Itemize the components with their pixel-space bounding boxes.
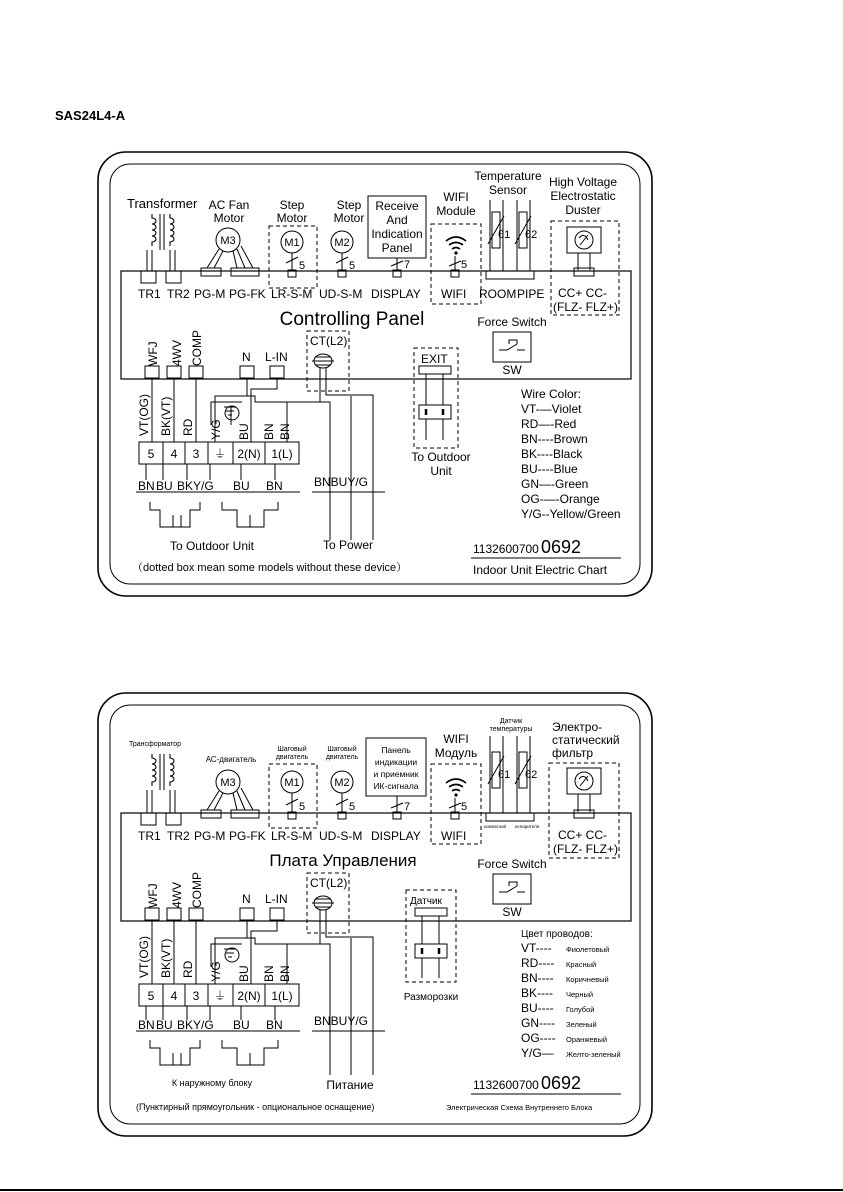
theta1-label: θ1 [498,229,511,241]
label-4wv: 4WV [170,339,184,366]
wire-code-ru-7: Y/G— [521,1046,554,1060]
m1-label-ru: M1 [284,777,300,789]
ct-label: CT(L2) [310,334,348,348]
wire-color-legend-ru [521,941,621,1060]
label-comp-ru: COMP [190,872,204,908]
temp-sensor-label-1: Temperature [474,169,542,183]
bwire-bu: BU [156,479,173,493]
panel-title: Controlling Panel [279,309,425,330]
pin-count-display-ru: 7 [404,801,411,813]
panel-title-ru: Плата Управления [269,851,417,870]
to-power-ru: Питание [326,1078,374,1092]
cc-label-1: CC+ CC- [558,286,608,300]
terminal-3: 3 [192,447,200,461]
bwire-bu-ru: BU [156,1018,173,1032]
conn-pg-fk-ru: PG-FK [229,829,266,843]
conn-pg-m: PG-M [194,287,226,301]
wifi-module-label-1: WIFI [443,190,469,204]
conn-tr2: TR2 [167,287,190,301]
pin-count-2-ru: 5 [349,801,356,813]
hv-duster-label-2: Electrostatic [550,189,616,203]
cc-ru-1: CC+ CC- [558,828,608,842]
conn-pg-m-ru: PG-M [194,829,226,843]
conn-ud-s-m: UD-S-M [319,287,363,301]
wire-name-ru-6: Оранжевый [566,1035,608,1044]
step-motor-2-icon-ru [331,771,355,819]
wire-bn-1-ru: BN [262,965,276,982]
pin-count-wifi-ru: 5 [461,801,468,813]
wifi-module-ru-1: WIFI [443,732,469,746]
terminal-2n-ru: 2(N) [237,989,261,1003]
wire-color-title: Wire Color: [521,387,582,401]
chart-title: Indoor Unit Electric Chart [473,563,608,577]
wire-bu: BU [237,423,251,440]
exit-label: EXIT [421,352,448,366]
theta2-label: θ2 [525,229,538,241]
ac-fan-motor-label-1: AC Fan [208,198,250,212]
wire-color-7: Y/G--Yellow/Green [521,507,621,521]
conn-lr-s-m: LR-S-M [271,287,313,301]
wire-color-6: OG-—-Orange [521,492,600,506]
label-l-in-ru: L-IN [265,892,288,906]
temp-sensor-label-2: Sensor [488,183,528,197]
conn-wifi-ru: WIFI [441,829,467,843]
step-motor-1-dotted-box [269,226,317,288]
wire-name-ru-2: Коричневый [566,975,609,984]
label-wfj: WFJ [146,341,160,366]
switch-icon [493,332,531,362]
receive-panel-label-1: Receive [375,199,419,213]
cc-ru-2: (FLZ- FLZ+) [553,842,618,856]
transformer-label-ru: Трансформатор [129,741,182,748]
model-name: SAS24L4-A [55,108,126,123]
conn-display-ru: DISPLAY [371,829,421,843]
m2-label-ru: M2 [334,777,350,789]
wire-color-4: BU----Blue [521,462,578,476]
terminal-ground-ru: ⏚ [213,989,227,1003]
conn-wifi: WIFI [441,287,467,301]
wifi-icon [446,237,466,255]
exit-sensor-icon [419,366,451,440]
wire-name-ru-4: Голубой [566,1005,595,1014]
temp-sensor-icon [486,200,537,279]
pipe-small-ru: испарителя [515,824,540,829]
terminal-1l: 1(L) [271,447,293,461]
bwire-bu-2: BU [233,479,250,493]
wifi-module-label-2: Module [436,204,476,218]
diagram-english [98,152,652,596]
wire-bu-ru: BU [237,965,251,982]
wire-vt-og-ru: VT(OG) [137,936,151,978]
wire-code-ru-4: BU---- [521,1001,554,1015]
hv-duster-ru-2: статический [552,733,620,747]
code-small: 1132600700 [473,542,539,556]
wire-bn-2: BN [278,423,292,440]
code-big: 0692 [541,537,582,557]
defrost-label-ru: Разморозки [403,992,459,1003]
bwire-bn-2-ru: BN [266,1018,283,1032]
receive-panel-ru-1: Панель [381,745,411,755]
bwire-bk: BK [177,479,194,493]
conn-tr1: TR1 [138,287,161,301]
wire-color-0: VT-—Violet [521,402,582,416]
wire-code-ru-2: BN---- [521,971,554,985]
to-power: To Power [322,538,374,552]
conn-pipe: PIPE [517,287,545,301]
step-motor-1-icon-ru [281,771,305,819]
bwire-bk-ru: BK [177,1018,194,1032]
conn-pg-fk: PG-FK [229,287,266,301]
wire-code-ru-0: VT---- [521,941,552,955]
step-motor-2-icon [331,231,355,277]
transformer-icon [141,214,181,283]
bwire-yg: Y/G [193,479,214,493]
ct-label-ru: CT(L2) [310,876,348,890]
sw-label: SW [502,363,522,377]
note-ru: (Пунктирный прямоугольник - опциональное оснащение) [136,1102,375,1112]
receive-panel-label-3: Indication [371,227,423,241]
terminal-block-ru [139,984,299,1006]
step-motor-2-label-ru-2: двигатель [325,754,359,761]
label-n-ru: N [242,892,251,906]
power-wires-ru: BNBUY/G [314,1014,369,1028]
to-outdoor-1-label-1: To Outdoor [411,450,471,464]
step-motor-1-label-2: Motor [276,211,308,225]
ct-sensor-icon-ru [312,896,334,924]
theta2-label-ru: θ2 [525,769,538,781]
wire-name-ru-3: Черный [566,990,594,999]
duster-icon [567,227,601,276]
fan-motor-icon [201,228,259,276]
ac-fan-motor-label-ru: АС-двигатель [205,755,257,764]
chart-title-ru: Электрическая Схема Внутреннего Блока [446,1103,593,1112]
wire-name-ru-0: Фиолетовый [566,945,610,954]
switch-icon-ru [493,874,531,904]
label-comp: COMP [190,330,204,366]
defrost-sensor-icon-ru [415,908,447,978]
m3-label-ru: M3 [220,777,236,789]
bwire-yg-ru: Y/G [193,1018,214,1032]
pin-count-1-ru: 5 [299,801,306,813]
receive-panel-label-2: And [386,213,408,227]
step-motor-1-label-ru-2: двигатель [275,754,309,761]
temp-sensor-icon-ru [486,736,537,821]
wire-color-5: GN—-Green [521,477,589,491]
sw-ru: SW [502,905,522,919]
wire-bn-2-ru: BN [278,965,292,982]
label-l-in: L-IN [265,350,288,364]
to-outdoor-unit-ru: К наружному блоку [171,1078,253,1088]
wire-rd: RD [181,418,195,436]
terminal-2n: 2(N) [237,447,261,461]
wire-rd-ru: RD [181,960,195,978]
m2-label: M2 [334,237,350,249]
receive-panel-ru-4: ИК-сигнала [373,781,419,791]
bwire-bn: BN [138,479,155,493]
receive-panel-label-4: Panel [381,241,413,255]
step-motor-2-label-1: Step [336,198,362,212]
ac-fan-motor-label-2: Motor [213,211,245,225]
receive-panel-ru-3: и приемник [373,769,419,779]
wire-bk-vt-ru: BK(VT) [159,938,173,978]
wire-vt-og: VT(OG) [137,394,151,436]
conn-ud-s-m-ru: UD-S-M [319,829,363,843]
m1-label: M1 [284,237,300,249]
wire-name-ru-1: Красный [566,960,597,969]
code-big-ru: 0692 [541,1073,582,1093]
step-motor-1-label-1: Step [279,198,305,212]
room-small-ru: комнатной [484,824,507,829]
step-motor-1-icon [281,231,305,277]
code-small-ru: 1132600700 [473,1078,539,1092]
wire-color-2: BN----Brown [521,432,588,446]
label-n: N [242,350,251,364]
wire-code-ru-3: BK---- [521,986,553,1000]
wire-code-ru-5: GN---- [521,1016,555,1030]
power-wires: BNBUY/G [314,475,369,489]
step-motor-2-label-2: Motor [333,211,365,225]
bwire-bn-2: BN [266,479,283,493]
wire-color-title-ru: Цвет проводов: [521,929,593,940]
step-motor-2-label-ru-1: Шаговый [327,746,357,753]
terminal-block [139,442,299,464]
diagram-russian [98,693,652,1136]
receive-panel-ru-2: индикации [374,757,418,767]
step-motor-1-dotted-box-ru [269,764,317,828]
pin-count-1: 5 [299,260,306,272]
pin-count-wifi: 5 [461,259,468,271]
transformer-icon-ru [141,754,181,825]
terminal-ground: ⏚ [213,447,227,461]
cc-label-2: (FLZ- FLZ+) [553,300,618,314]
bwire-bn-ru: BN [138,1018,155,1032]
wire-yg: Y/G [209,419,223,440]
wire-code-ru-6: OG---- [521,1031,556,1045]
terminal-5: 5 [147,447,155,461]
pin-count-display: 7 [404,259,411,271]
wire-bn-1: BN [262,423,276,440]
hv-duster-ru-3: фильтр [552,746,594,760]
wire-color-3: BK----Black [521,447,583,461]
pin-count-2: 5 [349,260,356,272]
force-switch-ru: Force Switch [477,857,547,871]
terminal-1l-ru: 1(L) [271,989,293,1003]
theta1-label-ru: θ1 [498,769,511,781]
terminal-3-ru: 3 [192,989,200,1003]
hv-duster-label-1: High Voltage [548,175,618,189]
force-switch-label: Force Switch [477,315,547,329]
step-motor-1-label-ru-1: Шаговый [277,746,307,753]
m3-label: M3 [220,235,236,247]
defrost-sensor-label-ru: Датчик [410,896,442,907]
temp-sensor-ru-2: температуры [489,726,533,733]
terminal-4-ru: 4 [170,989,178,1003]
label-4wv-ru: 4WV [170,881,184,908]
conn-lr-s-m-ru: LR-S-M [271,829,313,843]
hv-duster-ru-1: Электро- [552,720,603,734]
temp-sensor-ru-1: Датчик [499,718,523,725]
wire-yg-ru: Y/G [209,961,223,982]
wire-code-ru-1: RD---- [521,956,555,970]
conn-display: DISPLAY [371,287,421,301]
label-wfj-ru: WFJ [146,883,160,908]
duster-icon-ru [567,768,601,818]
conn-tr2-ru: TR2 [167,829,190,843]
fan-motor-icon-ru [201,770,259,818]
wifi-icon-ru [446,779,466,797]
wire-bk-vt: BK(VT) [159,396,173,436]
terminal-5-ru: 5 [147,989,155,1003]
to-outdoor-1-label-2: Unit [430,464,452,478]
wire-name-ru-7: Желто-зеленый [566,1050,621,1059]
conn-tr1-ru: TR1 [138,829,161,843]
note: （dotted box mean some models without these device） [132,562,408,574]
conn-room: ROOM [479,287,517,301]
wire-color-1: RD—-Red [521,417,577,431]
hv-duster-label-3: Duster [565,203,601,217]
wifi-module-ru-2: Модуль [434,746,478,760]
terminal-4: 4 [170,447,178,461]
to-outdoor-unit: To Outdoor Unit [169,539,255,553]
transformer-label: Transformer [127,196,198,211]
bwire-bu-2-ru: BU [233,1018,250,1032]
ct-sensor-icon [312,354,334,382]
wire-name-ru-5: Зеленый [566,1020,597,1029]
